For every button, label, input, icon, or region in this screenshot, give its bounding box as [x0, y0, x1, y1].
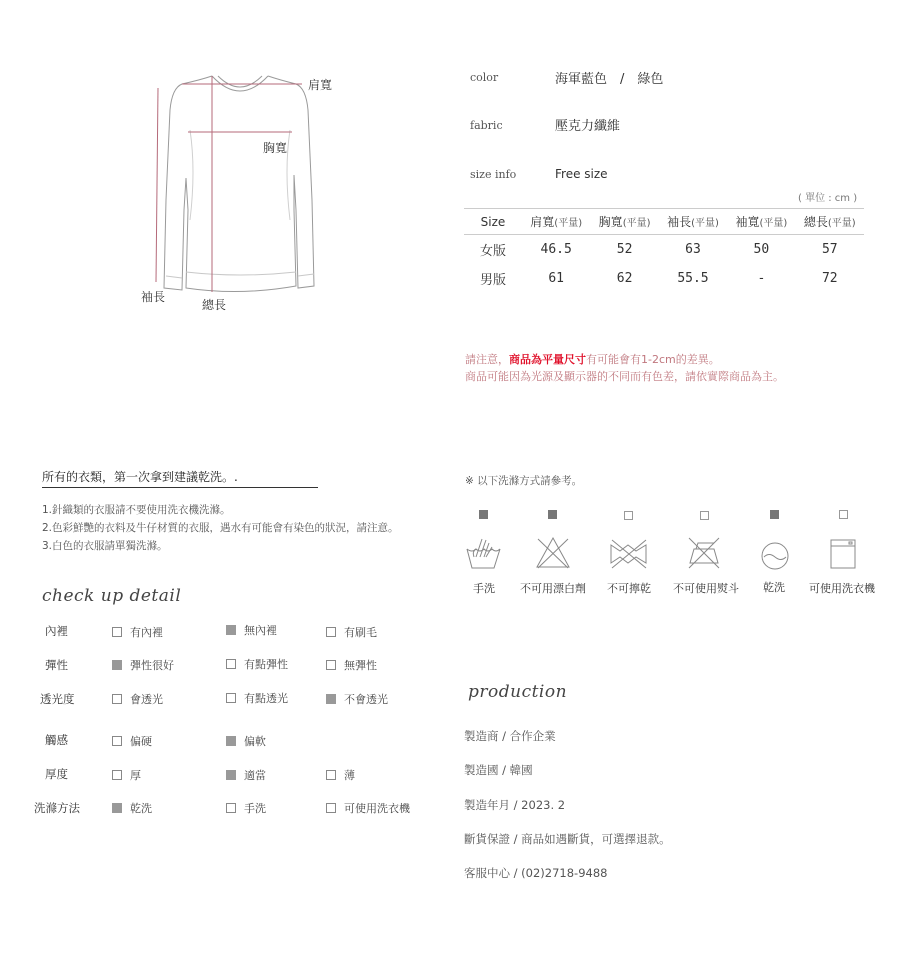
color-label: color: [470, 71, 499, 84]
garment-illustration: [130, 60, 360, 320]
elasticity-label: 彈性: [45, 658, 68, 672]
table-cell: 61: [548, 271, 565, 286]
option-some-elastic[interactable]: 有點彈性: [226, 656, 288, 672]
size-header: Size: [464, 209, 522, 235]
wash-label: 不可使用熨斗: [673, 582, 739, 595]
production-country: 製造國 / 韓國: [464, 763, 533, 777]
checkbox[interactable]: [326, 770, 336, 780]
size-info-label: size info: [470, 168, 517, 181]
unit-note: ( 單位 : cm ): [798, 193, 858, 204]
lining-label: 內裡: [45, 624, 68, 638]
option-slightly-see-through[interactable]: 有點透光: [226, 690, 288, 706]
option-no-elastic[interactable]: 無彈性: [326, 657, 377, 673]
wash-label: 可使用洗衣機: [809, 582, 875, 595]
production-manufacturer: 製造商 / 合作企業: [464, 729, 556, 743]
color-notice: 商品可能因為光源及顯示器的不同而有色差，請依實際商品為主。: [465, 370, 784, 383]
thickness-label: 厚度: [45, 767, 68, 781]
option-see-through[interactable]: 會透光: [112, 691, 163, 707]
option-dry-clean[interactable]: 乾洗: [112, 800, 152, 816]
wash-label: 手洗: [473, 582, 495, 595]
checkbox-checked[interactable]: [112, 660, 122, 670]
wash-method-label: 洗滌方法: [34, 801, 80, 815]
checkup-title: check up detail: [42, 586, 182, 606]
production-service: 客服中心 / (02)2718-9488: [464, 866, 608, 880]
option-medium[interactable]: 適當: [226, 767, 266, 783]
option-not-see-through[interactable]: 不會透光: [326, 691, 388, 707]
option-hand-wash[interactable]: 手洗: [226, 800, 266, 816]
checkbox-checked[interactable]: [226, 770, 236, 780]
option-has-lining[interactable]: 有內裡: [112, 624, 163, 640]
wash-select-box: [624, 511, 633, 520]
table-cell: 52: [616, 242, 633, 257]
checkbox[interactable]: [326, 803, 336, 813]
wash-select-box: [479, 510, 488, 519]
checkbox[interactable]: [326, 660, 336, 670]
table-row: [464, 235, 864, 265]
washing-note: 3.白色的衣服請單獨洗滌。: [42, 540, 168, 552]
checkbox-checked[interactable]: [112, 803, 122, 813]
option-machine-wash[interactable]: 可使用洗衣機: [326, 800, 410, 816]
washing-note: 2.色彩鮮艷的衣料及牛仔材質的衣服，遇水有可能會有染色的狀況，請注意。: [42, 522, 399, 534]
no-iron-icon: [686, 535, 722, 571]
wash-guide-intro: ※ 以下洗滌方式請參考。: [465, 475, 583, 487]
wash-select-box: [700, 511, 709, 520]
shoulder-header: 肩寬(平量): [522, 209, 590, 235]
total-length-header: 總長(平量): [796, 209, 864, 235]
option-no-lining[interactable]: 無內裡: [226, 622, 277, 638]
table-cell: 男版: [479, 273, 506, 288]
size-notice: 請注意，商品為平量尺寸有可能會有1-2cm的差異。: [465, 353, 720, 366]
checkbox[interactable]: [226, 803, 236, 813]
wash-label: 不可擰乾: [607, 582, 651, 595]
checkbox-checked[interactable]: [226, 736, 236, 746]
transparency-label: 透光度: [40, 692, 75, 706]
wash-select-box: [548, 510, 557, 519]
table-cell: 50: [753, 242, 770, 257]
fabric-value: 壓克力纖維: [555, 119, 621, 134]
table-cell: -: [757, 271, 766, 286]
washing-notes-title: 所有的衣類，第一次拿到建議乾洗。.: [42, 468, 318, 488]
wash-label: 不可用漂白劑: [520, 582, 586, 595]
fabric-label: fabric: [470, 119, 503, 132]
checkbox-checked[interactable]: [326, 694, 336, 704]
production-guarantee: 斷貨保證 / 商品如遇斷貨，可選擇退款。: [464, 832, 671, 846]
table-cell: 63: [685, 242, 701, 257]
chest-label: 胸寬: [263, 141, 288, 155]
option-very-elastic[interactable]: 彈性很好: [112, 657, 174, 673]
checkbox[interactable]: [226, 659, 236, 669]
checkbox[interactable]: [326, 627, 336, 637]
sleeve-length-label: 袖長: [141, 290, 166, 304]
no-bleach-icon: [534, 535, 572, 571]
table-cell: 57: [821, 242, 838, 257]
option-thin[interactable]: 薄: [326, 767, 355, 783]
checkbox-checked[interactable]: [226, 625, 236, 635]
chest-header: 胸寬(平量): [590, 209, 658, 235]
wash-label: 乾洗: [763, 581, 785, 594]
sleeve-width-header: 袖寬(平量): [727, 209, 795, 235]
option-stiff[interactable]: 偏硬: [112, 733, 152, 749]
size-info-value: Free size: [555, 167, 608, 181]
color-value: 海軍藍色 / 綠色: [555, 72, 664, 87]
texture-label: 觸感: [45, 733, 68, 747]
hand-wash-icon: [464, 535, 504, 571]
table-row: [464, 264, 864, 293]
sleeve-length-header: 袖長(平量): [659, 209, 727, 235]
option-soft[interactable]: 偏軟: [226, 733, 266, 749]
checkbox[interactable]: [112, 694, 122, 704]
wash-select-box: [770, 510, 779, 519]
checkbox[interactable]: [112, 627, 122, 637]
checkbox[interactable]: [226, 693, 236, 703]
dry-clean-icon: [760, 541, 790, 571]
option-brushed[interactable]: 有刷毛: [326, 624, 377, 640]
table-cell: 62: [616, 271, 633, 286]
checkbox[interactable]: [112, 770, 122, 780]
table-cell: 72: [821, 271, 838, 286]
total-length-label: 總長: [202, 298, 227, 312]
no-wring-icon: [608, 537, 650, 571]
table-cell: 46.5: [540, 242, 572, 257]
shoulder-label: 肩寬: [308, 78, 333, 92]
wash-select-box: [839, 510, 848, 519]
checkbox[interactable]: [112, 736, 122, 746]
table-cell: 女版: [479, 244, 506, 259]
option-thick[interactable]: 厚: [112, 767, 141, 783]
size-table: [464, 208, 864, 293]
washing-machine-icon: [829, 538, 857, 570]
production-date: 製造年月 / 2023. 2: [464, 798, 566, 812]
production-title: production: [468, 682, 568, 702]
washing-note: 1.針織類的衣服請不要使用洗衣機洗滌。: [42, 504, 231, 516]
table-cell: 55.5: [677, 271, 709, 286]
